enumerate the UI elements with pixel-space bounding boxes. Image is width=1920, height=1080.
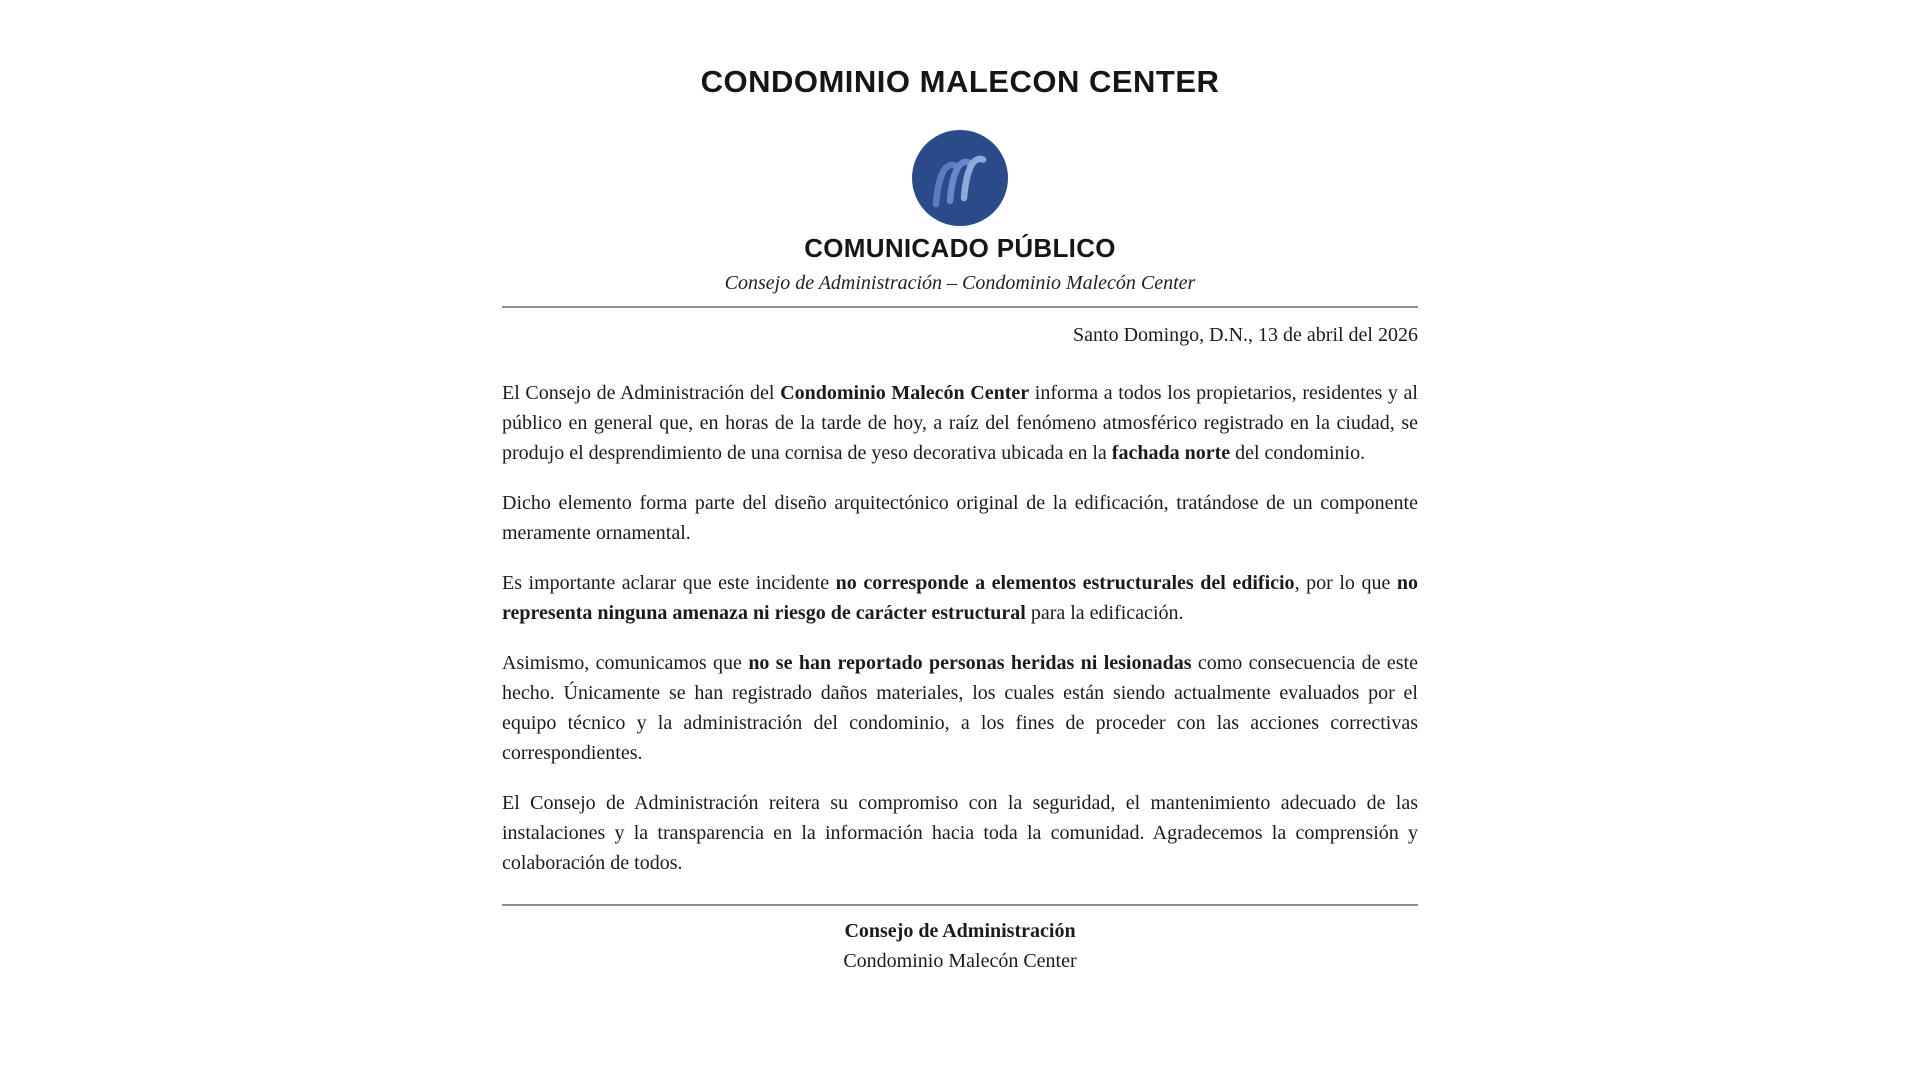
document-title: CONDOMINIO MALECON CENTER xyxy=(700,64,1220,99)
body-paragraphs xyxy=(502,378,1418,878)
paragraph: El Consejo de Administración reitera su compromiso con la seguridad, el mantenimiento adecuado de las instalaciones y la transparencia en la información hacia toda la comunidad. Agradecemos la comprensión y colaboración de todos. xyxy=(502,792,1418,874)
paragraph: El Consejo de Administración del Condominio Malecón Center informa a todos los propietarios, residentes y al público en general que, en horas de la tarde de hoy, a raíz del fenómeno atmosférico registrado en la ciudad, se produjo el desprendimiento de una cornisa de yeso decorativa ubicada en la fachada norte del condominio. xyxy=(502,382,1418,464)
paragraph: Dicho elemento forma parte del diseño arquitectónico original de la edificación, tratándose de un componente meramente ornamental. xyxy=(502,492,1418,544)
bottom-divider xyxy=(502,904,1418,906)
signature-line-2: Condominio Malecón Center xyxy=(843,950,1077,972)
signature-line-1: Consejo de Administración xyxy=(844,920,1076,942)
malecon-center-logo-icon xyxy=(910,128,1010,228)
signature-block xyxy=(502,916,1418,976)
paragraph: Asimismo, comunicamos que no se han reportado personas heridas ni lesionadas como consecuencia de este hecho. Únicamente se han registrado daños materiales, los cuales están siendo actualmente evaluados por el equipo técnico y la administración del condominio, a los fines de proceder con las acciones correctivas correspondientes. xyxy=(502,652,1418,764)
top-divider xyxy=(502,306,1418,308)
logo-container xyxy=(502,128,1418,228)
dateline: Santo Domingo, D.N., 13 de abril del 2026 xyxy=(1073,324,1418,346)
document-heading: COMUNICADO PÚBLICO xyxy=(804,233,1116,263)
paragraph: Es importante aclarar que este incidente no corresponde a elementos estructurales del edificio, por lo que no representa ninguna amenaza ni riesgo de carácter estructural para la edificación. xyxy=(502,572,1419,624)
public-notice-document xyxy=(502,0,1418,976)
document-subtitle: Consejo de Administración – Condominio Malecón Center xyxy=(724,272,1196,294)
